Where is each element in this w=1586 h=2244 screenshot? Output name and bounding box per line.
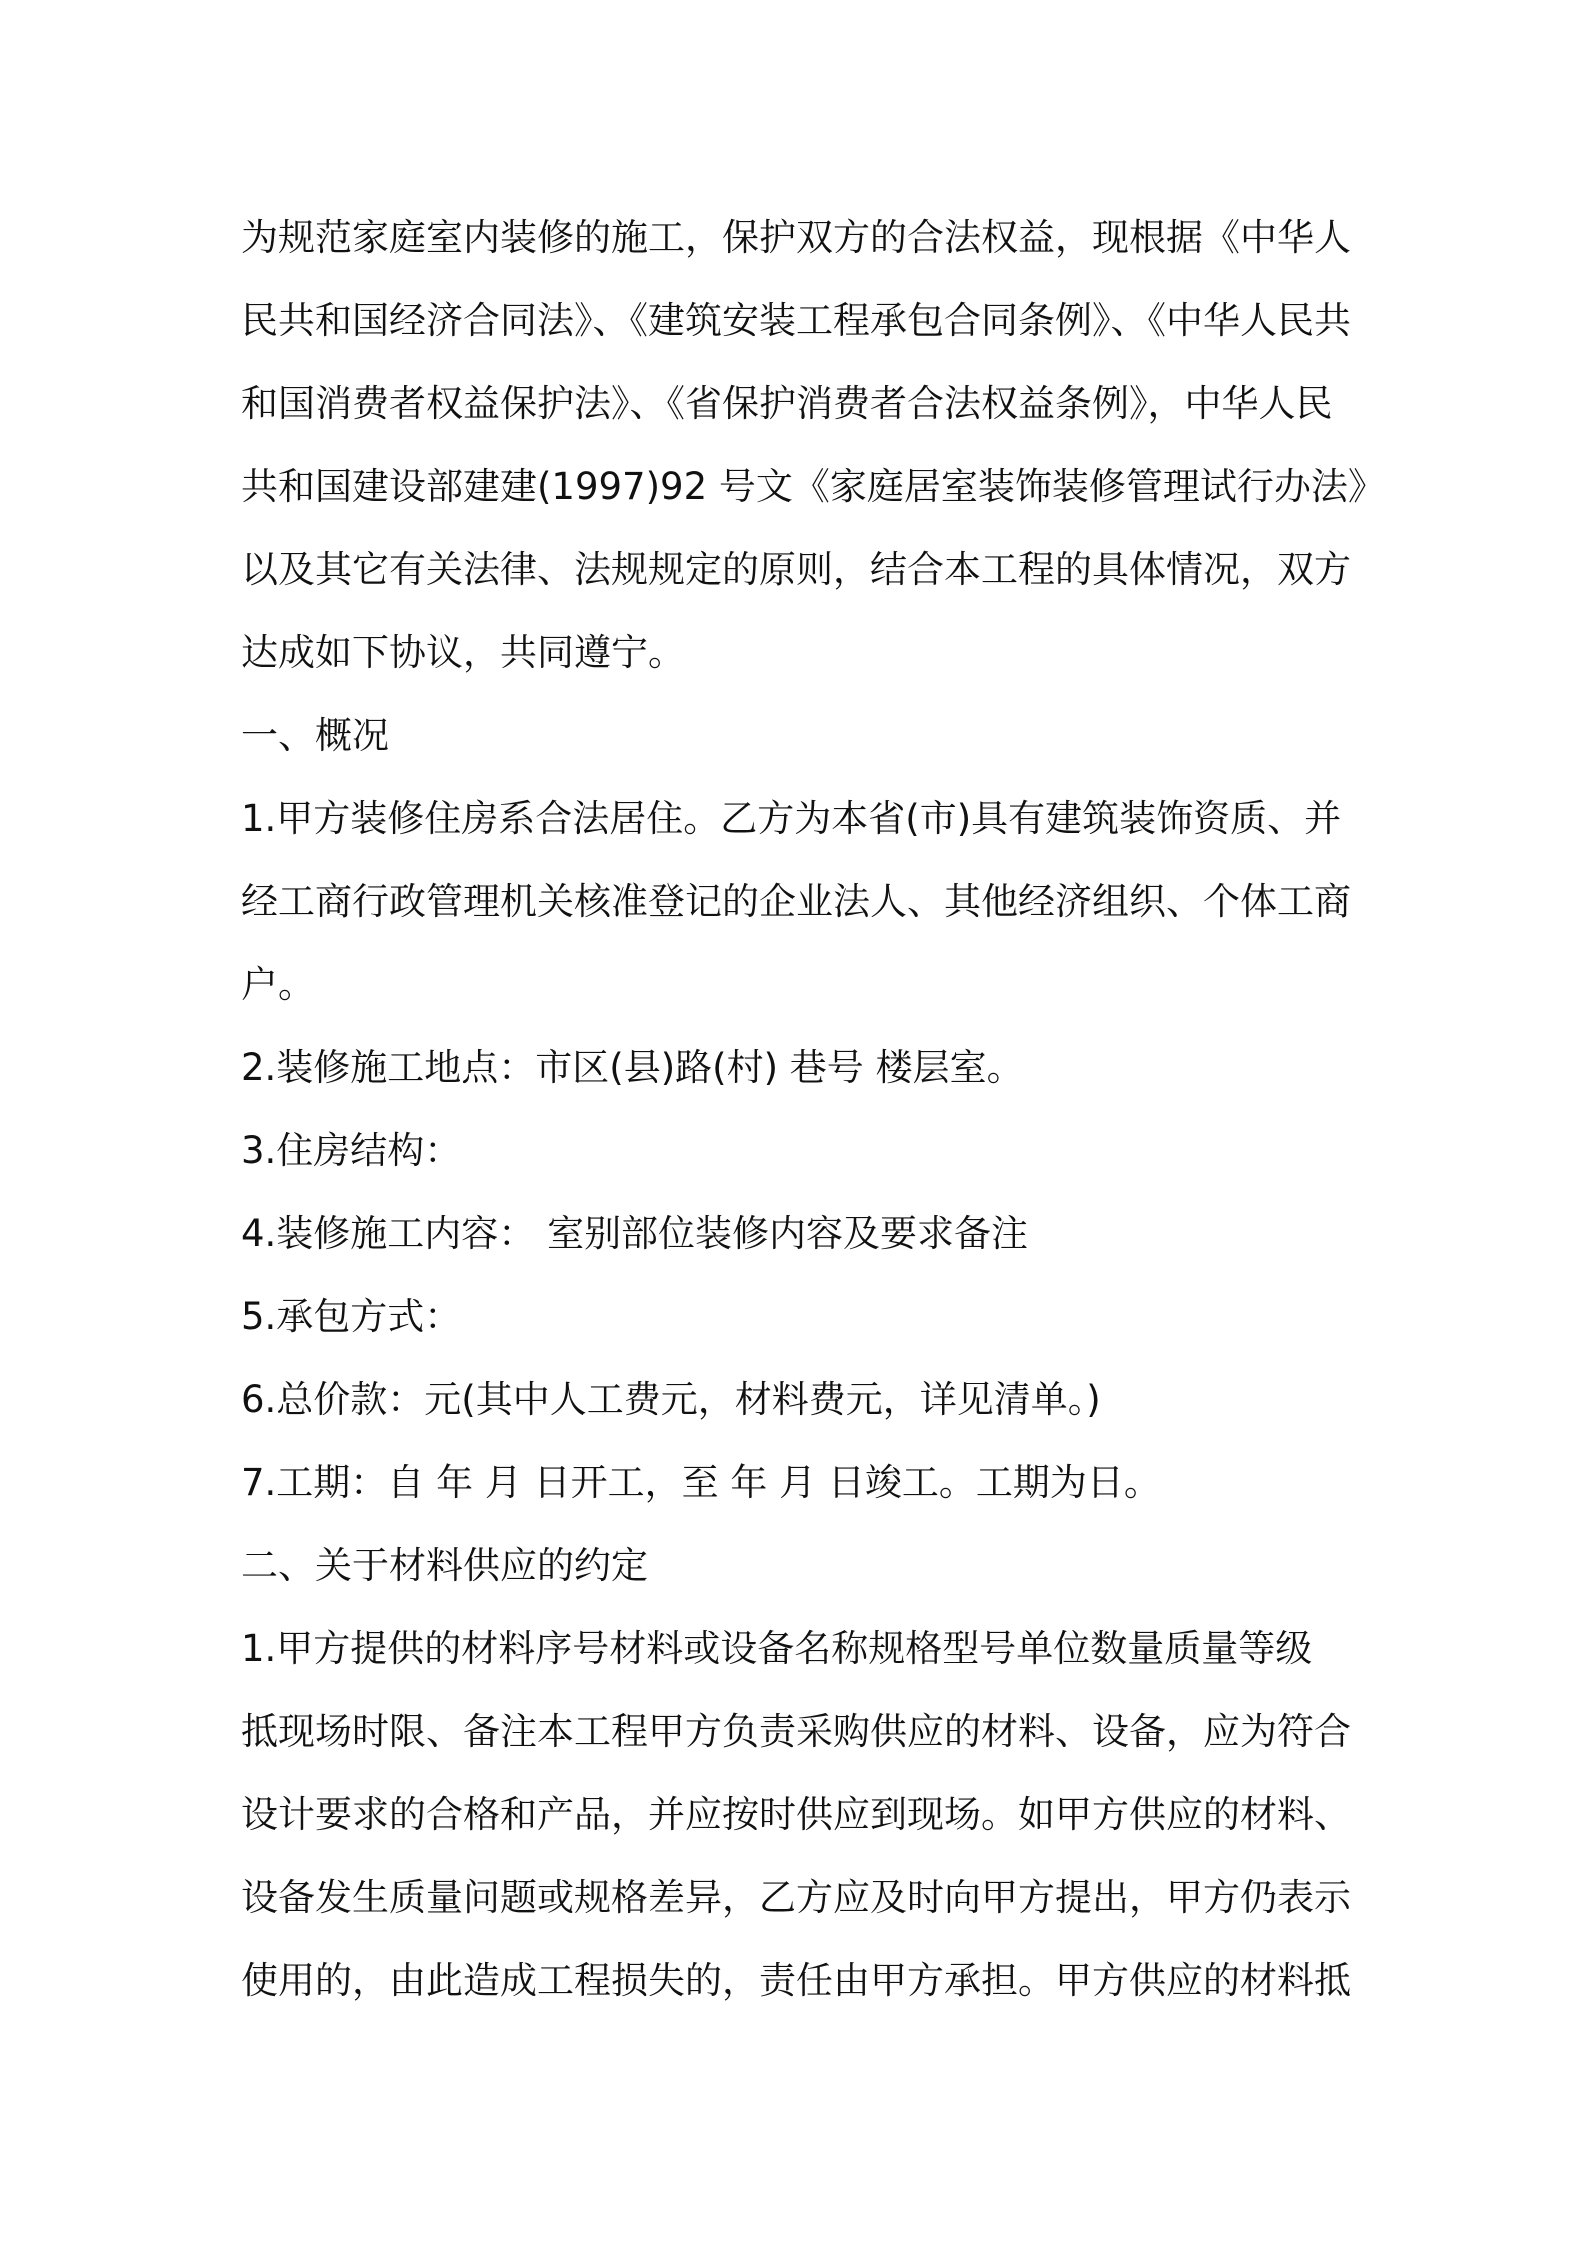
paragraph-line: 户。 — [241, 963, 315, 1006]
paragraph-line: 3.住房结构： — [241, 1129, 462, 1172]
paragraph-line: 共和国建设部建建(1997)92 号文《家庭居室装饰装修管理试行办法》 — [241, 465, 1385, 508]
paragraph-line: 达成如下协议，共同遵宁。 — [241, 631, 685, 674]
paragraph-line: 2.装修施工地点：市区(县)路(村) 巷号 楼层室。 — [241, 1046, 1024, 1089]
paragraph-line: 1.甲方装修住房系合法居住。乙方为本省(市)具有建筑装饰资质、并 — [241, 797, 1342, 840]
paragraph-line: 7.工期：自 年 月 日开工，至 年 月 日竣工。工期为日。 — [241, 1461, 1161, 1504]
paragraph-line: 使用的，由此造成工程损失的，责任由甲方承担。甲方供应的材料抵 — [241, 1959, 1351, 2002]
paragraph-line: 5.承包方式： — [241, 1295, 462, 1338]
paragraph-line: 抵现场时限、备注本工程甲方负责采购供应的材料、设备，应为符合 — [241, 1710, 1351, 1753]
paragraph-line: 1.甲方提供的材料序号材料或设备名称规格型号单位数量质量等级 — [241, 1627, 1313, 1670]
section-heading: 二、关于材料供应的约定 — [241, 1544, 648, 1587]
paragraph-line: 6.总价款：元(其中人工费元，材料费元，详见清单。) — [241, 1378, 1101, 1421]
document-body — [241, 196, 1385, 2022]
paragraph-line: 为规范家庭室内装修的施工，保护双方的合法权益，现根据《中华人 — [241, 216, 1351, 259]
paragraph-line: 设计要求的合格和产品，并应按时供应到现场。如甲方供应的材料、 — [241, 1793, 1351, 1836]
paragraph-line: 4.装修施工内容： 室别部位装修内容及要求备注 — [241, 1212, 1029, 1255]
paragraph-line: 和国消费者权益保护法》、《省保护消费者合法权益条例》，中华人民 — [241, 382, 1333, 425]
paragraph-line: 经工商行政管理机关核准登记的企业法人、其他经济组织、个体工商 — [241, 880, 1351, 923]
paragraph-line: 民共和国经济合同法》、《建筑安装工程承包合同条例》、《中华人民共 — [241, 299, 1351, 342]
section-heading: 一、概况 — [241, 714, 389, 757]
paragraph-line: 设备发生质量问题或规格差异，乙方应及时向甲方提出，甲方仍表示 — [241, 1876, 1351, 1919]
paragraph-line: 以及其它有关法律、法规规定的原则，结合本工程的具体情况，双方 — [241, 548, 1351, 591]
